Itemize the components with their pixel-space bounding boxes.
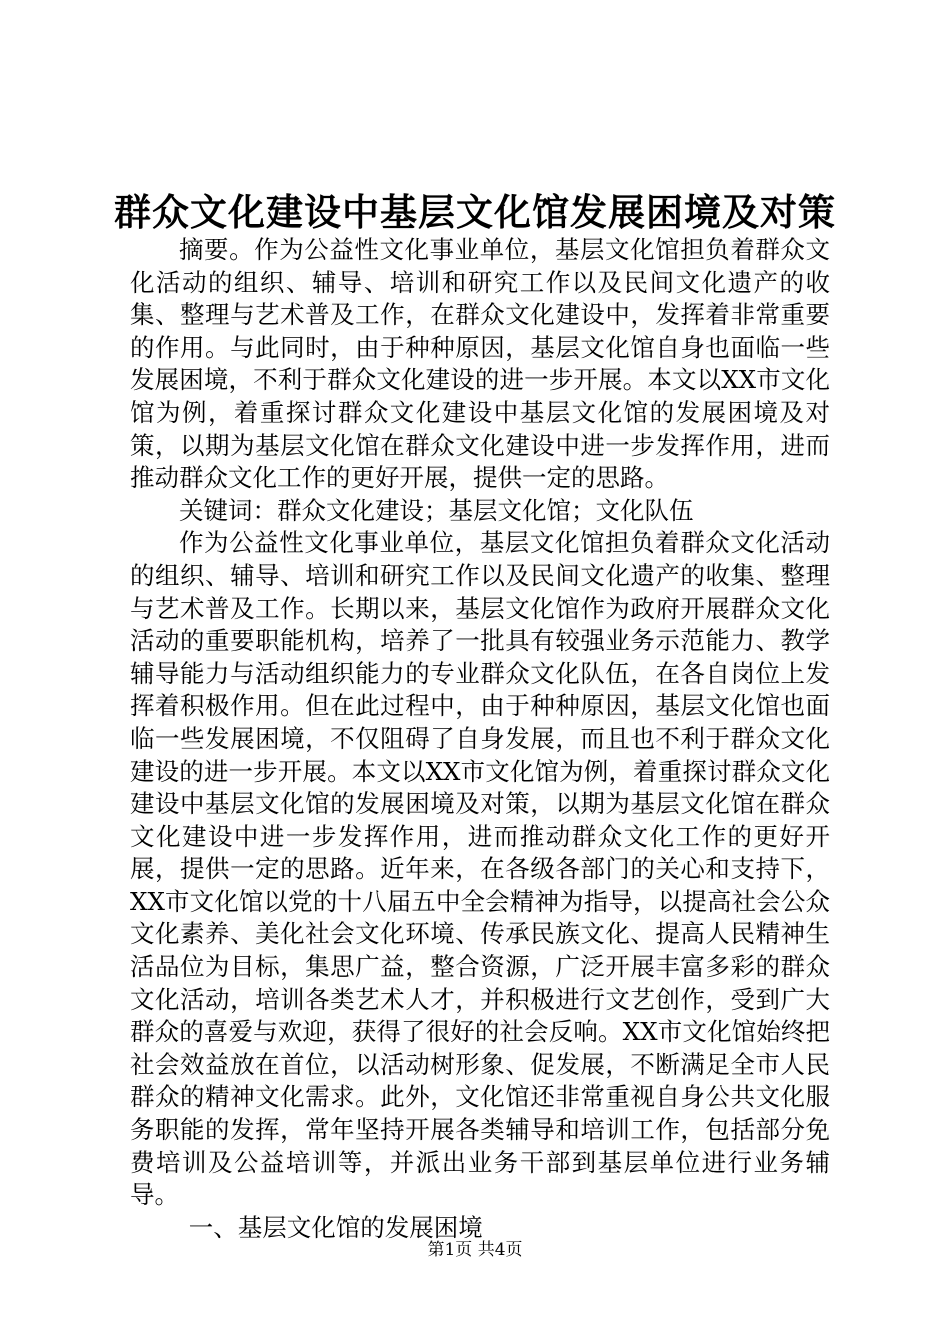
document-body [130,234,830,1244]
page-number-footer: 第1页 共4页 [427,1240,523,1260]
body-paragraph: 作为公益性文化事业单位，基层文化馆担负着群众文化活动的组织、辅导、培训和研究工作以及民间文化遗产的收集、整理与艺术普及工作。长期以来，基层文化馆作为政府开展群众文化活动的重要职能机构，培养了一批具有较强业务示范能力、教学辅导能力与活动组织能力的专业群众文化队伍，在各自岗位上发挥着积极作用。但在此过程中，由于种种原因，基层文化馆也面临一些发展困境，不仅阻碍了自身发展，而且也不利于群众文化建设的进一步开展。本文以XX市文化馆为例，着重探讨群众文化建设中基层文化馆的发展困境及对策，以期为基层文化馆在群众文化建设中进一步发挥作用，进而推动群众文化工作的更好开展，提供一定的思路。近年来，在各级各部门的关心和支持下，XX市文化馆以党的十八届五中全会精神为指导，以提高社会公众文化素养、美化社会文化环境、传承民族文化、提高人民精神生活品位为目标，集思广益，整合资源，广泛开展丰富多彩的群众文化活动，培训各类艺术人才，并积极进行文艺创作，受到广大群众的喜爱与欢迎，获得了很好的社会反响。XX市文化馆始终把社会效益放在首位，以活动树形象、促发展，不断满足全市人民群众的精神文化需求。此外，文化馆还非常重视自身公共文化服务职能的发挥，常年坚持开展各类辅导和培训工作，包括部分免费培训及公益培训等，并派出业务干部到基层单位进行业务辅导。 [130,528,830,1210]
section-heading: 一、基层文化馆的发展困境 [188,1212,483,1242]
abstract-paragraph: 摘要。作为公益性文化事业单位，基层文化馆担负着群众文化活动的组织、辅导、培训和研究工作以及民间文化遗产的收集、整理与艺术普及工作，在群众文化建设中，发挥着非常重要的作用。与此同时，由于种种原因，基层文化馆自身也面临一些发展困境，不利于群众文化建设的进一步开展。本文以XX市文化馆为例，着重探讨群众文化建设中基层文化馆的发展困境及对策，以期为基层文化馆在群众文化建设中进一步发挥作用，进而推动群众文化工作的更好开展，提供一定的思路。 [130,235,830,493]
keywords-paragraph: 关键词：群众文化建设；基层文化馆；文化队伍 [179,495,694,525]
document-title: 群众文化建设中基层文化馆发展困境及对策 [114,190,836,234]
